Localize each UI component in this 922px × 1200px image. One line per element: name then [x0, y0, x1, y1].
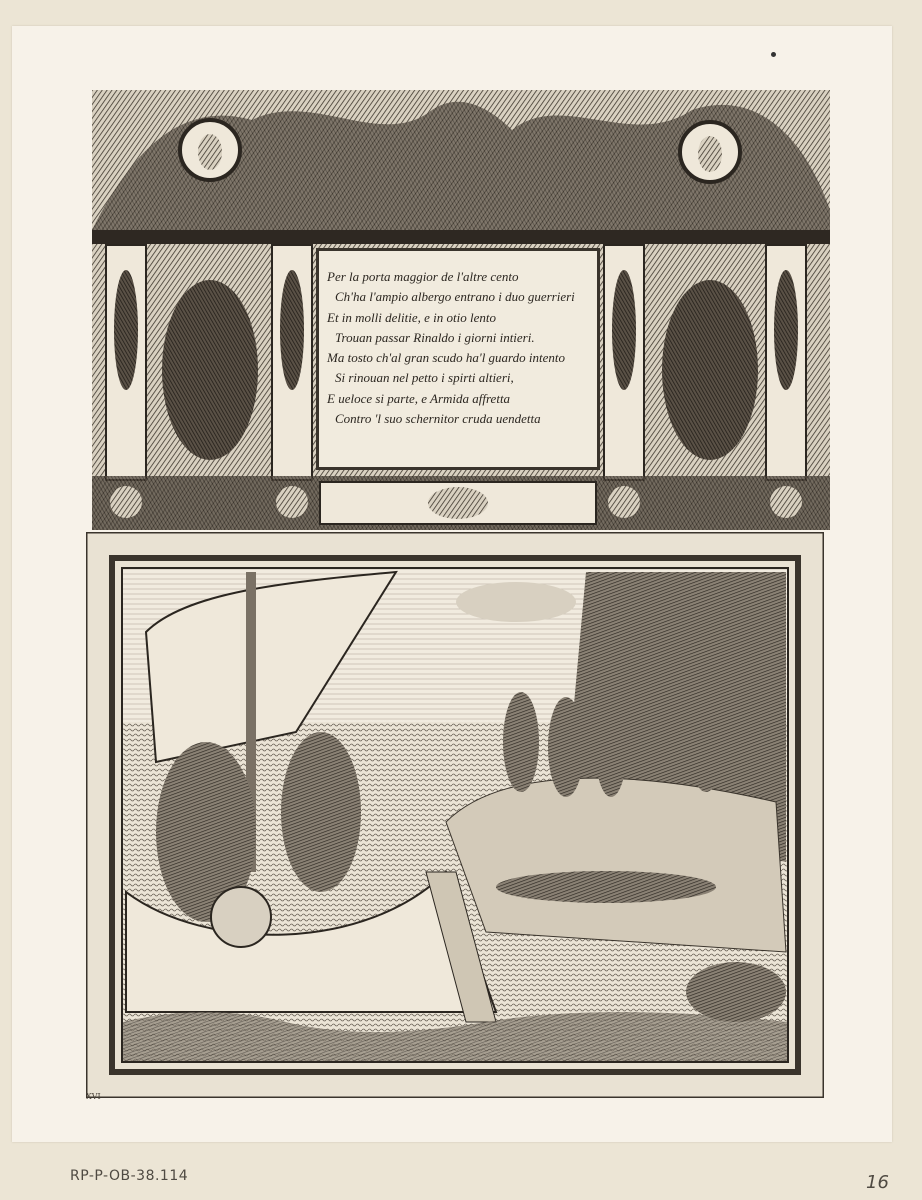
- verse-line: E ueloce si parte, e Armida affretta: [327, 390, 511, 406]
- engraved-scene: [86, 532, 824, 1098]
- verse-line: Trouan passar Rinaldo i giorni intieri.: [335, 329, 535, 345]
- inventory-number: RP-P-OB-38.114: [70, 1168, 189, 1184]
- plate-number: XVI: [86, 1092, 101, 1101]
- pin-hole: [771, 52, 776, 57]
- verse-line: Ma tosto ch'al gran scudo ha'l guardo intento: [327, 350, 565, 366]
- verse-cartouche: [316, 248, 600, 470]
- verse-line: Et in molli delitie, e in otio lento: [327, 309, 496, 325]
- verse-line: Per la porta maggior de l'altre cento: [327, 269, 519, 284]
- verse-line: Ch'ha l'ampio albergo entrano i duo guerrieri: [335, 289, 575, 305]
- verse-line: Contro 'l suo schernitor cruda uendetta: [335, 411, 541, 427]
- verse-line: Si rinouan nel petto i spirti altieri,: [335, 370, 514, 386]
- page-number: 16: [866, 1172, 889, 1193]
